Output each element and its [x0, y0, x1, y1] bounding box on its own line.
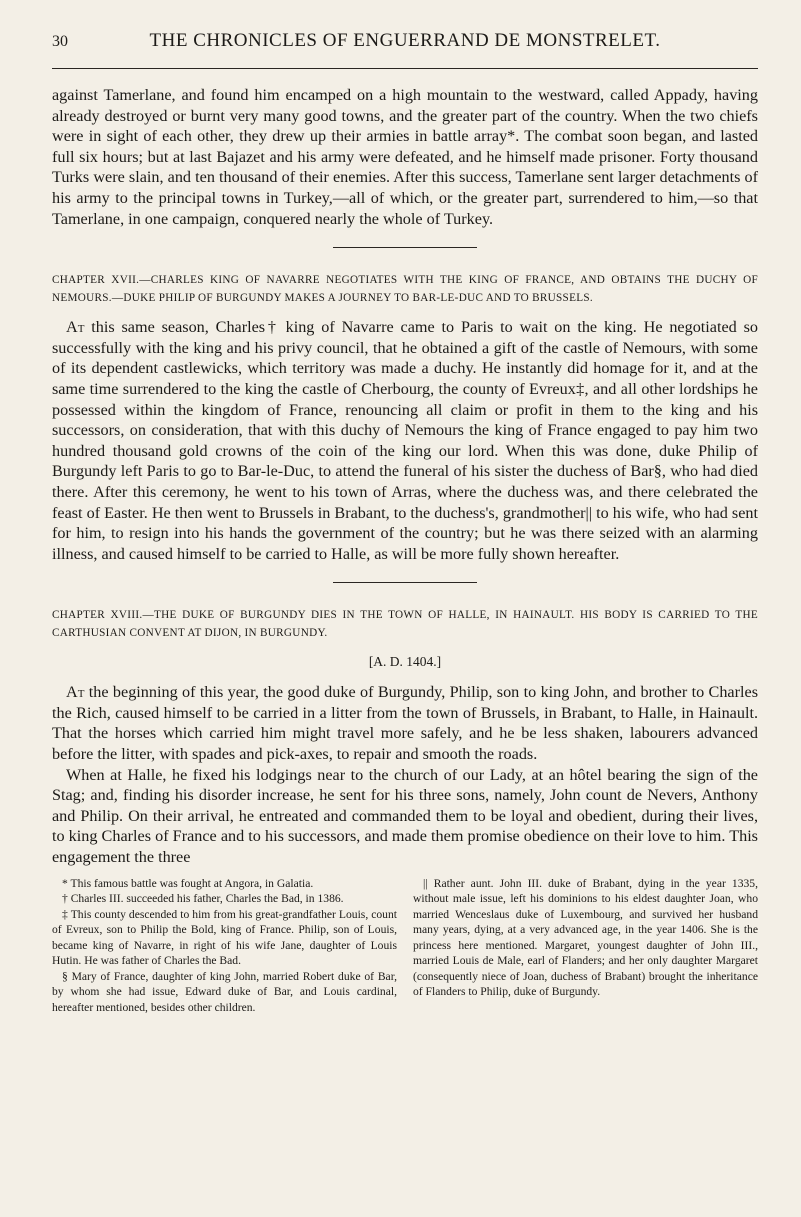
footnote: || Rather aunt. John III. duke of Brabant, dying in the year 1335, without male issue, left his dominions to his eldest daughter Joan, who married Wenceslaus duke of Luxembourg, and survived her husband many years, dying, at a very advanced age, in the year 1406. She is the princess here mentioned. Margaret, youngest daughter of John III., married Louis de Male, earl of Flanders; and her only daughter Margaret (consequently niece of Joan, duchess of Brabant) brought the inheritance of Flanders to Philip, duke of Burgundy.	[413, 876, 758, 999]
chapter-18-paragraph-2: When at Halle, he fixed his lodgings near to the church of our Lady, at an hôtel bearing the sign of the Stag; and, finding his disorder increase, he sent for his three sons, namely, John count de Nevers, Anthony and Philip. On their arrival, he entreated and commanded them to be loyal and obedient, during their lives, to king Charles of France and to his successors, and made them promise obedience on their love to him. This engagement the three	[52, 765, 758, 867]
opening-paragraph: against Tamerlane, and found him encamped on a high mountain to the westward, called Appady, having already destroyed or burnt very many good towns, and the greater part of the country. When the two chiefs were in sight of each other, they drew up their armies in battle array*. The combat soon began, and lasted full six hours; but at last Bajazet and his army were defeated, and he himself made prisoner. Forty thousand Turks were slain, and ten thousand of their enemies. After this success, Tamerlane sent larger detachments of his army to the principal towns in Turkey,—all of which, or the greater part, surrendered to him,—so that Tamerlane, in one campaign, conquered nearly the whole of Turkey.	[52, 86, 758, 228]
chapter-18-lead-word: At	[66, 683, 85, 702]
chapter-17-paragraph	[52, 317, 758, 564]
book-page	[52, 30, 758, 1015]
footnote: ‡ This county descended to him from his great-grandfather Louis, count of Evreux, son to Philip the Bold, king of France. Philip, son of Louis, became king of Navarre, in right of his wife Jane, daughter of Louis Hutin. He was father of Charles the Bad.	[52, 907, 397, 968]
chapter-18-heading: CHAPTER XVIII.—THE DUKE OF BURGUNDY DIES IN THE TOWN OF HALLE, IN HAINAULT. HIS BODY IS CARRIED TO THE CARTHUSIAN CONVENT AT DIJON, IN BURGUNDY.	[52, 609, 758, 639]
running-head	[52, 30, 758, 58]
chapter-18-paragraph-1	[52, 682, 758, 764]
chapter-18-text-1: the beginning of this year, the good duke of Burgundy, Philip, son to king John, and brother to Charles the Rich, caused himself to be carried in a litter from the town of Brussels, in Brabant, to Halle, in Hainault. That the horses which carried him might travel more safely, and he be less shaken, labourers advanced before the litter, with spades and pick-axes, to repair and smooth the roads.	[52, 683, 758, 764]
header-rule	[52, 68, 758, 69]
chapter-17-text: this same season, Charles† king of Navarre came to Paris to wait on the king. He negotiated so successfully with the king and his privy council, that he obtained a gift of the castle of Nemours, with some of its dependent castlewicks, which territory was made a duchy. He instantly did homage for it, and at the same time surrendered to the king the castle of Cherbourg, the county of Evreux‡, and all other lordships he possessed within the kingdom of France, renouncing all claim or profit in them to the king and his successors, on consideration, that with this duchy of Nemours the king of France engaged to pay him two hundred thousand gold crowns of the coin of the king our lord. When this was done, duke Philip of Burgundy left Paris to go to Bar-le-Duc, to attend the funeral of his sister the duchess of Bar§, who had died there. After this ceremony, he went to his town of Arras, where the duchess was, and there celebrated the feast of Easter. He then went to Brussels in Brabant, to the duchess's, grandmother|| to his wife, who had sent for him, to resign into his hands the government of the country; but he was there seized with an alarming illness, and caused himself to be carried to Halle, as will be more fully shown hereafter.	[52, 318, 758, 563]
footnotes-right-column	[413, 876, 758, 1016]
footnotes-left-column	[52, 876, 397, 1016]
footnote: * This famous battle was fought at Angora, in Galatia.	[62, 876, 314, 890]
chapter-17-lead-word: At	[66, 318, 85, 337]
chapter-18-date: [A. D. 1404.]	[368, 654, 442, 670]
section-divider	[333, 247, 477, 248]
page-number: 30	[52, 33, 68, 50]
chapter-17-heading: CHAPTER XVII.—CHARLES KING OF NAVARRE NEGOTIATES WITH THE KING OF FRANCE, AND OBTAINS THE DUCHY OF NEMOURS.—DUKE PHILIP OF BURGUNDY MAKES A JOURNEY TO BAR-LE-DUC AND TO BRUSSELS.	[52, 274, 758, 304]
footnote: § Mary of France, daughter of king John, married Robert duke of Bar, by whom she had issue, Edward duke of Bar, and Louis cardinal, hereafter mentioned, besides other children.	[52, 969, 397, 1014]
footnotes	[52, 876, 758, 1016]
running-title: THE CHRONICLES OF ENGUERRAND DE MONSTRELET.	[149, 30, 661, 51]
footnote: † Charles III. succeeded his father, Charles the Bad, in 1386.	[62, 892, 344, 906]
section-divider	[333, 582, 477, 583]
